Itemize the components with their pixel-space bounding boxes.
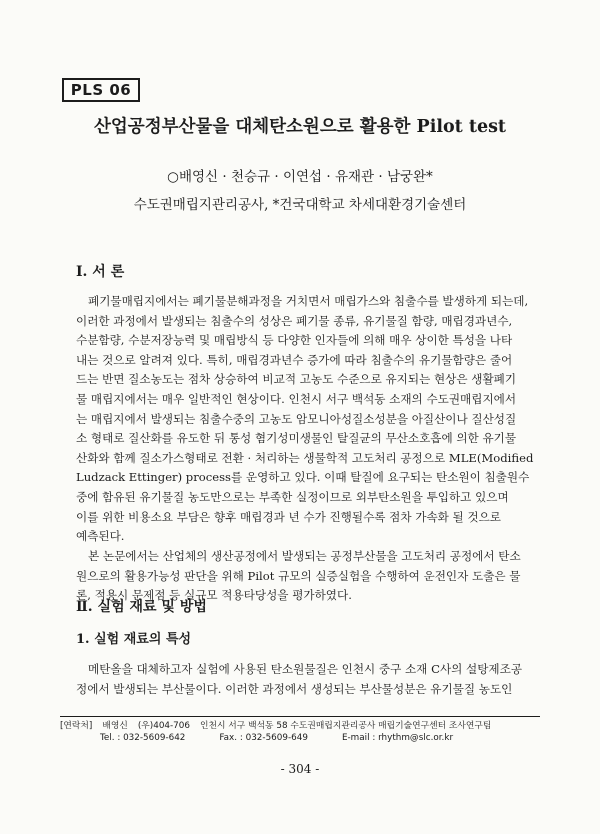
methods-paragraph — [76, 660, 541, 699]
footnote-fax: Fax. : 032-5609-649 — [219, 733, 308, 743]
contact-footnote — [60, 716, 540, 744]
text-line: 예측된다. — [76, 529, 125, 544]
text-line: 소 형태로 질산화를 유도한 뒤 통성 혐기성미생물인 탈질균의 무산소호흡에 의한 유기물 — [76, 431, 517, 446]
text-line: 이러한 과정에서 발생되는 침출수의 성상은 폐기물 종류, 유기물질 함량, 매립경과년수, — [76, 313, 513, 328]
section-heading-methods: Ⅱ. 실험 재료 및 방법 — [76, 599, 207, 615]
text-line: 수분함량, 수분저장능력 및 매립방식 등 다양한 인자들에 의해 매우 상이한 특성을 나타 — [76, 333, 513, 348]
text-line: 메탄올을 대체하고자 실험에 사용된 탄소원물질은 인천시 중구 소재 C사의 설탕제조공 — [88, 662, 523, 676]
footnote-name: 배영신 — [102, 721, 128, 731]
text-line: 산화와 함께 질소가스형태로 전환 · 처리하는 생물학적 고도처리 공정으로 MLE(Modified — [76, 450, 534, 465]
text-line: 폐기물매립지에서는 폐기물분해과정을 거치면서 매립가스와 침출수를 발생하게 되는데, — [88, 294, 529, 308]
footnote-label: [연락처] — [60, 721, 93, 731]
authors: ○배영신 · 천승규 · 이연섭 · 유재관 · 남궁완* — [167, 169, 433, 185]
page-number: - 304 - — [280, 762, 320, 776]
text-line: 이를 위한 비용소요 부담은 향후 매립경과 년 수가 진행될수록 점차 가속화 될 것으로 — [76, 509, 502, 524]
text-line: 내는 것으로 알려져 있다. 특히, 매립경과년수 증가에 따라 침출수의 유기물함량은 줄어 — [76, 352, 513, 367]
text-line: 원으로의 활용가능성 판단을 위해 Pilot 규모의 실증실험을 수행하여 운전인자 도출은 물 — [76, 568, 521, 583]
session-badge: PLS 06 — [62, 78, 140, 102]
intro-paragraph-1 — [76, 292, 541, 547]
footnote-tel: Tel. : 032-5609-642 — [100, 733, 186, 743]
text-line: 본 논문에서는 산업체의 생산공정에서 발생되는 공정부산물을 고도처리 공정에서 탄소 — [88, 549, 521, 563]
text-line: Ludzack Ettinger) process를 운영하고 있다. 이때 탈질에 요구되는 탄소원이 침출원수 — [76, 470, 530, 485]
affiliation: 수도권매립지관리공사, *건국대학교 차세대환경기술센터 — [133, 197, 467, 213]
footnote-postal: (우)404-706 — [137, 721, 190, 731]
subsection-heading: 1. 실험 재료의 특성 — [76, 632, 192, 647]
footnote-address: 인천시 서구 백석동 58 수도권매립지관리공사 매립기술연구센터 조사연구팀 — [199, 721, 492, 731]
paper-title: 산업공정부산물을 대체탄소원으로 활용한 Pilot test — [93, 117, 507, 137]
text-line: 론, 적용시 문제점 등 실규모 적용타당성을 평가하였다. — [76, 588, 352, 603]
section-heading-intro: Ⅰ. 서 론 — [76, 264, 125, 280]
text-line: 정에서 발생되는 부산물이다. 이러한 과정에서 생성되는 부산물성분은 유기물질 농도인 — [76, 681, 513, 696]
text-line: 중에 함유된 유기물질 농도만으로는 부족한 실정이므로 외부탄소원을 투입하고 있으며 — [76, 489, 509, 504]
text-line: 는 매립지에서 발생되는 침출수중의 고농도 암모니아성질소성분을 아질산이나 질산성질 — [76, 411, 517, 426]
footnote-email: E-mail : rhythm@slc.or.kr — [341, 733, 454, 743]
text-line: 드는 반면 질소농도는 점차 상승하여 비교적 고농도 수준으로 유지되는 현상은 생활폐기 — [76, 372, 517, 387]
text-line: 물 매립지에서는 매우 일반적인 현상이다. 인천시 서구 백석동 소재의 수도권매립지에서 — [76, 391, 517, 406]
